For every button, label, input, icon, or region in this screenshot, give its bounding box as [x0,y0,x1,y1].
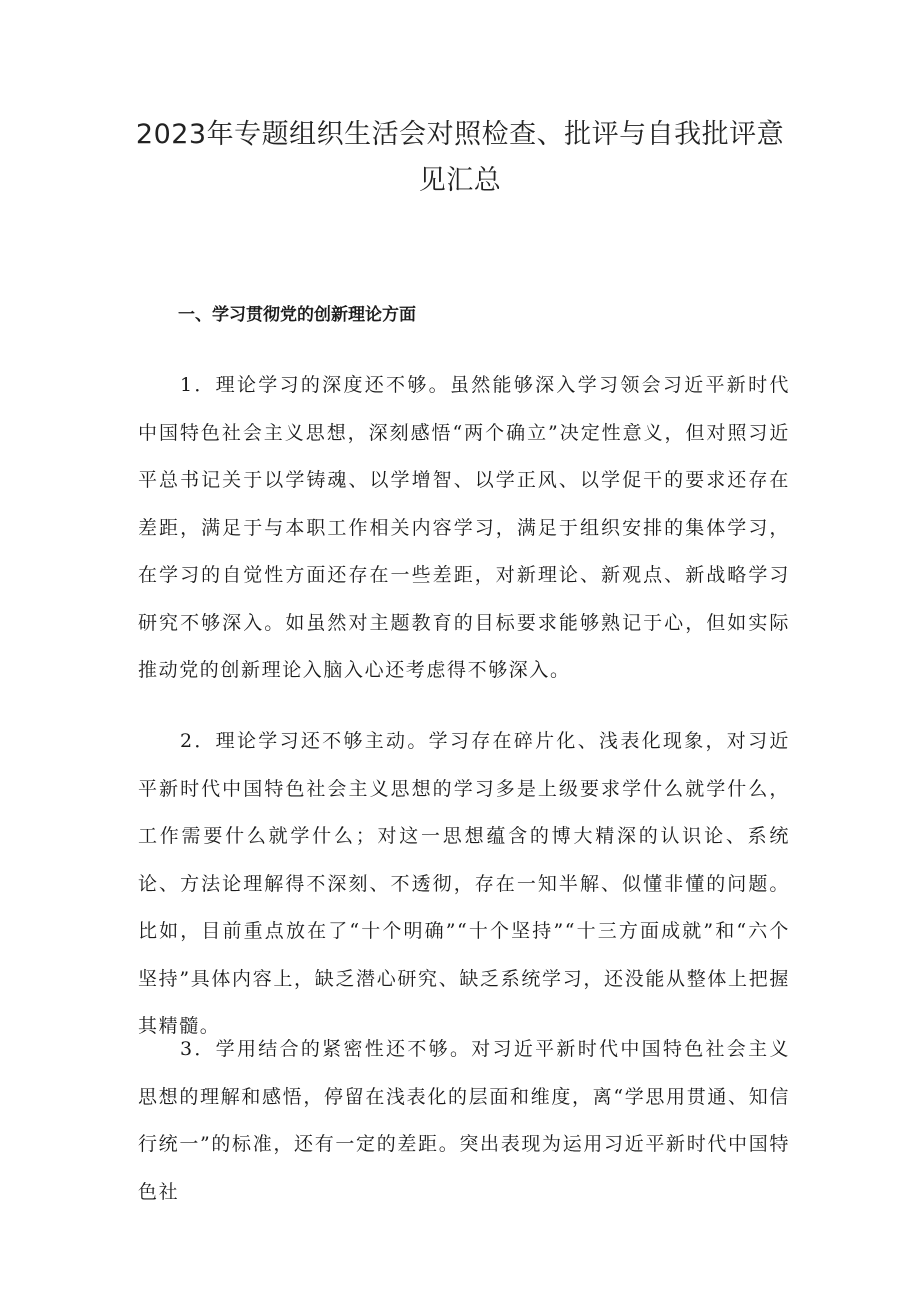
paragraph-2: 2．理论学习还不够主动。学习存在碎片化、浅表化现象，对习近平新时代中国特色社会主义思想的学习多是上级要求学什么就学什么，工作需要什么就学什么；对这一思想蕴含的博大精深的认识论、系统论、方法论理解得不深刻、不透彻，存在一知半解、似懂非懂的问题。比如，目前重点放在了“十个明确”“十个坚持”“十三方面成就”和“六个坚持”具体内容上，缺乏潜心研究、缺乏系统学习，还没能从整体上把握其精髓。 [138,730,790,1037]
document-title: 2023年专题组织生活会对照检查、批评与自我批评意见汇总 [135,119,785,196]
section-heading: 一、学习贯彻党的创新理论方面 [178,305,416,325]
paragraph-1: 1．理论学习的深度还不够。虽然能够深入学习领会习近平新时代中国特色社会主义思想，深刻感悟“两个确立”决定性意义，但对照习近平总书记关于以学铸魂、以学增智、以学正风、以学促干的要求还存在差距，满足于与本职工作相关内容学习，满足于组织安排的集体学习，在学习的自觉性方面还存在一些差距，对新理论、新观点、新战略学习研究不够深入。如虽然对主题教育的目标要求能够熟记于心，但如实际推动党的创新理论入脑入心还考虑得不够深入。 [138,374,790,681]
paragraph-3: 3．学用结合的紧密性还不够。对习近平新时代中国特色社会主义思想的理解和感悟，停留在浅表化的层面和维度，离“学思用贯通、知信行统一”的标准，还有一定的差距。突出表现为运用习近平新时代中国特色社 [138,1038,790,1203]
